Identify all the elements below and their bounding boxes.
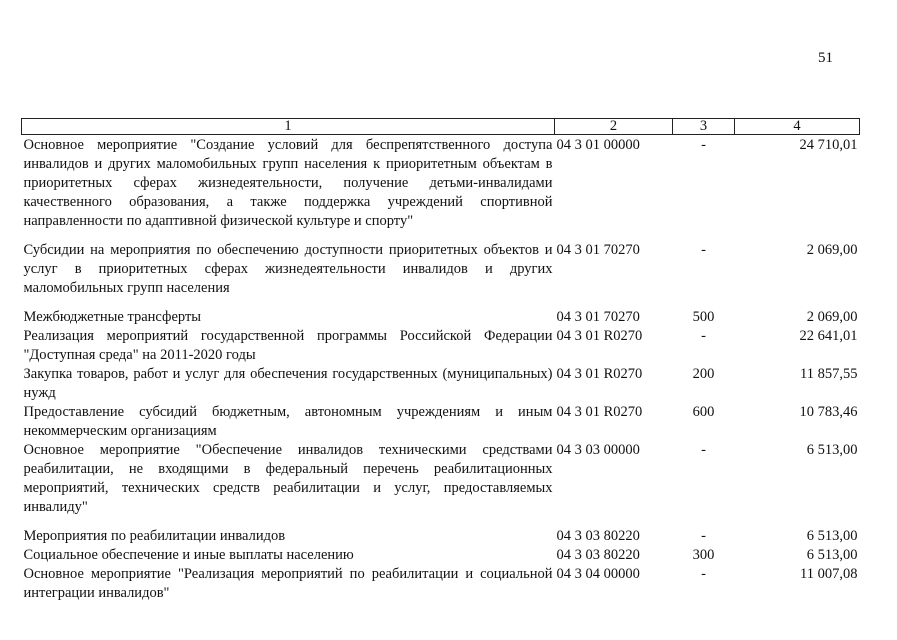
row-name: Закупка товаров, работ и услуг для обеспечения государственных (муниципальных) нужд	[23, 366, 553, 401]
row-name: Реализация мероприятий государственной программы Российской Федерации "Доступная среда" на 2011-2020 годы	[23, 328, 553, 363]
row-expense-type: -	[701, 566, 706, 582]
row-expense-type: 500	[692, 309, 715, 325]
table-row	[22, 365, 860, 403]
row-amount: 10 783,46	[799, 404, 858, 420]
row-name: Субсидии на мероприятия по обеспечению доступности приоритетных объектов и услуг в приоритетных сферах жизнедеятельности инвалидов и других маломобильных групп населения	[23, 242, 553, 296]
row-code: 04 3 01 00000	[556, 137, 640, 153]
row-name: Основное мероприятие "Обеспечение инвалидов техническими средствами реабилитации, не входящими в федеральный перечень реабилитационных мероприятий, технических средств реабилитации и услуг, предоставляемых инвалиду"	[23, 442, 553, 515]
row-expense-type: 300	[692, 547, 715, 563]
row-code: 04 3 01 70270	[556, 242, 640, 258]
budget-table	[21, 118, 860, 603]
row-expense-type: -	[701, 137, 706, 153]
row-expense-type: -	[701, 528, 706, 544]
row-code: 04 3 01 70270	[556, 309, 640, 325]
row-expense-type: -	[701, 328, 706, 344]
row-code: 04 3 04 00000	[556, 566, 640, 582]
row-code: 04 3 01 R0270	[556, 404, 643, 420]
header-col-3: 3	[673, 119, 735, 135]
row-name: Предоставление субсидий бюджетным, автономным учреждениям и иным некоммерческим организациям	[23, 404, 553, 439]
table-row	[22, 327, 860, 365]
table-row	[22, 565, 860, 603]
row-code: 04 3 01 R0270	[556, 328, 643, 344]
row-code: 04 3 03 80220	[556, 528, 640, 544]
row-name: Основное мероприятие "Создание условий для беспрепятственного доступа инвалидов и других маломобильных групп населения к приоритетным объектам в приоритетных сферах жизнедеятельности, получение детьми-инвалидами качественного образования, а также поддержка учреждений спортивной направленности по адаптивной физической культуре и спорту"	[23, 137, 553, 229]
row-amount: 2 069,00	[806, 309, 858, 325]
row-name: Основное мероприятие "Реализация мероприятий по реабилитации и социальной интеграции инвалидов"	[23, 566, 553, 601]
row-amount: 22 641,01	[799, 328, 858, 344]
row-name: Межбюджетные трансферты	[23, 309, 202, 325]
row-code: 04 3 03 00000	[556, 442, 640, 458]
header-col-4: 4	[735, 119, 860, 135]
table-row	[22, 441, 860, 527]
table-row	[22, 403, 860, 441]
row-name: Мероприятия по реабилитации инвалидов	[23, 528, 286, 544]
row-name: Социальное обеспечение и иные выплаты населению	[23, 547, 354, 563]
table-header-row	[22, 119, 860, 135]
table-row	[22, 241, 860, 308]
row-amount: 11 857,55	[800, 366, 858, 382]
header-col-1: 1	[22, 119, 555, 135]
row-amount: 6 513,00	[806, 442, 858, 458]
header-col-2: 2	[555, 119, 673, 135]
row-expense-type: -	[701, 242, 706, 258]
table-row	[22, 546, 860, 565]
row-amount: 24 710,01	[799, 137, 858, 153]
page-number: 51	[818, 50, 833, 66]
table-row	[22, 135, 860, 242]
row-expense-type: 600	[692, 404, 715, 420]
row-expense-type: 200	[692, 366, 715, 382]
row-code: 04 3 03 80220	[556, 547, 640, 563]
row-amount: 2 069,00	[806, 242, 858, 258]
table-row	[22, 527, 860, 546]
row-amount: 6 513,00	[806, 547, 858, 563]
row-amount: 6 513,00	[806, 528, 858, 544]
row-amount: 11 007,08	[800, 566, 858, 582]
row-expense-type: -	[701, 442, 706, 458]
row-code: 04 3 01 R0270	[556, 366, 643, 382]
table-row	[22, 308, 860, 327]
